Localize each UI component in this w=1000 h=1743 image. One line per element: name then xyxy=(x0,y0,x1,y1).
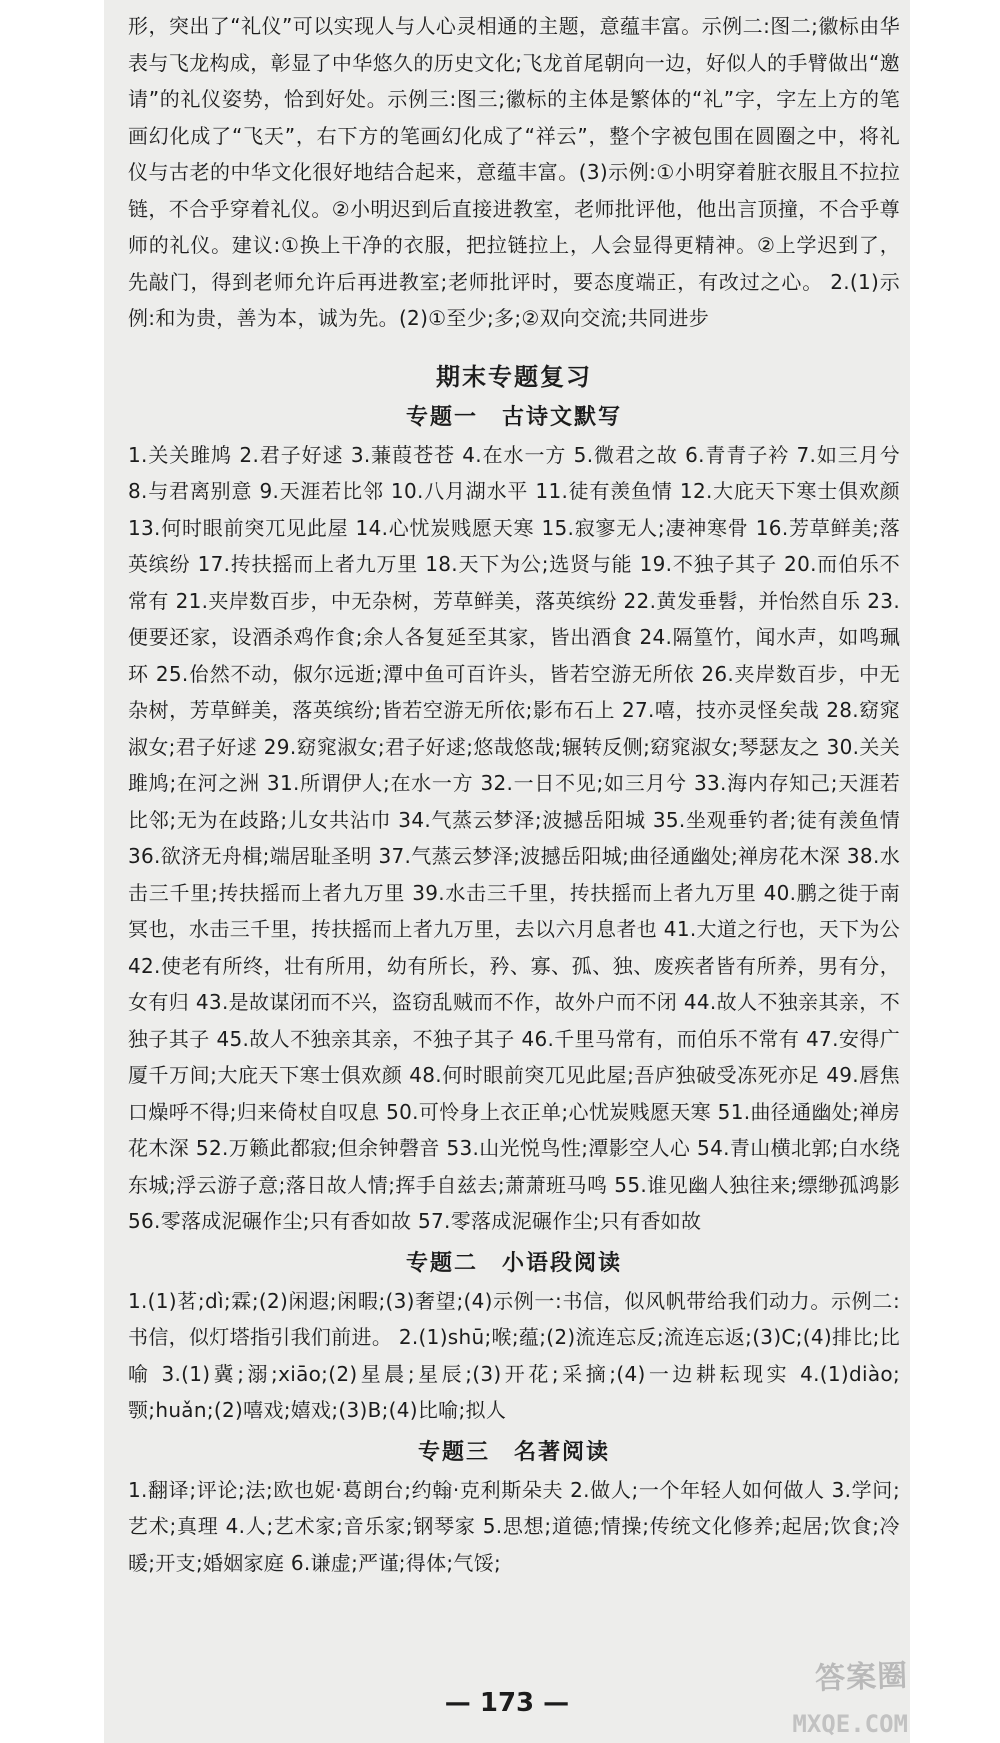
topic-3-answers: 1.翻译;评论;法;欧也妮·葛朗台;约翰·克利斯朵夫 2.做人;一个年轻人如何做人 3.学问;艺术;真理 4.人;艺术家;音乐家;钢琴家 5.思想;道德;情操;传统文化修养;起居;饮食;冷暖;开支;婚姻家庭 6.谦虚;严谨;得体;气馁; xyxy=(128,1477,900,1575)
topic-1-answers: 1.关关雎鸠 2.君子好逑 3.蒹葭苍苍 4.在水一方 5.微君之故 6.青青子衿 7.如三月兮 8.与君离别意 9.天涯若比邻 10.八月湖水平 11.徒有羡鱼情 12.大庇天下寒士俱欢颜 13.何时眼前突兀见此屋 14.心忧炭贱愿天寒 15.寂寥无人;凄神寒骨 16.芳草鲜美;落英缤纷 17.抟扶摇而上者九万里 18.天下为公;选贤与能 19.不独子其子 20.而伯乐不常有 21.夹岸数百步，中无杂树，芳草鲜美，落英缤纷 22.黄发垂髫，并怡然自乐 23.便要还家，设酒杀鸡作食;余人各复延至其家，皆出酒食 24.隔篁竹，闻水声，如鸣珮环 25.佁然不动，俶尔远逝;潭中鱼可百许头，皆若空游无所依 26.夹岸数百步，中无杂树，芳草鲜美，落英缤纷;皆若空游无所依;影布石上 27.嘻，技亦灵怪矣哉 28.窈窕淑女;君子好逑 29.窈窕淑女;君子好逑;悠哉悠哉;辗转反侧;窈窕淑女;琴瑟友之 30.关关雎鸠;在河之洲 31.所谓伊人;在水一方 32.一日不见;如三月兮 33.海内存知己;天涯若比邻;无为在歧路;儿女共沾巾 34.气蒸云梦泽;波撼岳阳城 35.坐观垂钓者;徒有羡鱼情 36.欲济无舟楫;端居耻圣明 37.气蒸云梦泽;波撼岳阳城;曲径通幽处;禅房花木深 38.水击三千里;抟扶摇而上者九万里 39.水击三千里，抟扶摇而上者九万里 40.鹏之徙于南冥也，水击三千里，抟扶摇而上者九万里，去以六月息者也 41.大道之行也，天下为公 42.使老有所终，壮有所用，幼有所长，矜、寡、孤、独、废疾者皆有所养，男有分，女有归 43.是故谋闭而不兴，盗窃乱贼而不作，故外户而不闭 44.故人不独亲其亲，不独子其子 45.故人不独亲其亲，不独子其子 46.千里马常有，而伯乐不常有 47.安得广厦千万间;大庇天下寒士俱欢颜 48.何时眼前突兀见此屋;吾庐独破受冻死亦足 49.唇焦口燥呼不得;归来倚杖自叹息 50.可怜身上衣正单;心忧炭贱愿天寒 51.曲径通幽处;禅房花木深 52.万籁此都寂;但余钟磬音 53.山光悦鸟性;潭影空人心 54.青山横北郭;白水绕东城;浮云游子意;落日故人情;挥手自兹去;萧萧班马鸣 55.谁见幽人独往来;缥缈孤鸿影 56.零落成泥碾作尘;只有香如故 57.零落成泥碾作尘;只有香如故 xyxy=(128,442,900,1233)
continued-answer-paragraph: 形，突出了“礼仪”可以实现人与人心灵相通的主题，意蕴丰富。示例二:图二;徽标由华表与飞龙构成，彰显了中华悠久的历史文化;飞龙首尾朝向一边，好似人的手臂做出“邀请”的礼仪姿势，恰到好处。示例三:图三;徽标的主体是繁体的“礼”字，字左上方的笔画幻化成了“飞天”，右下方的笔画幻化成了“祥云”，整个字被包围在圆圈之中，将礼仪与古老的中华文化很好地结合起来，意蕴丰富。(3)示例:①小明穿着脏衣服且不拉拉链，不合乎穿着礼仪。②小明迟到后直接进教室，老师批评他，他出言顶撞，不合乎尊师的礼仪。建议:①换上干净的衣服，把拉链拉上，人会显得更精神。②上学迟到了，先敲门，得到老师允许后再进教室;老师批评时，要态度端正，有改过之心。 2.(1)示例:和为贵，善为本，诚为先。(2)①至少;多;②双向交流;共同进步 xyxy=(128,14,900,330)
section-title: 期末专题复习 xyxy=(436,362,592,391)
topic-2-answers: 1.(1)茗;dì;霖;(2)闲遐;闲暇;(3)奢望;(4)示例一:书信，似风帆带给我们动力。示例二:书信，似灯塔指引我们前进。 2.(1)shū;喉;蕴;(2)流连忘反;流连忘返;(3)C;(4)排比;比喻 3.(1)冀;溺;xiāo;(2)星晨;星辰;(3)开花;采摘;(4)一边耕耘现实 4.(1)diào;颚;huǎn;(2)嘻戏;嬉戏;(3)B;(4)比喻;拟人 xyxy=(128,1288,900,1422)
watermark-url: MXQE.COM xyxy=(792,1710,908,1738)
topic-1-title: 专题一 古诗文默写 xyxy=(405,404,622,430)
page-number: — 173 — xyxy=(444,1688,570,1718)
topic-2-title: 专题二 小语段阅读 xyxy=(405,1250,622,1276)
watermark-logo: 答案圈 xyxy=(814,1658,909,1697)
answer-content xyxy=(128,8,900,1581)
topic-3-title: 专题三 名著阅读 xyxy=(417,1439,610,1465)
